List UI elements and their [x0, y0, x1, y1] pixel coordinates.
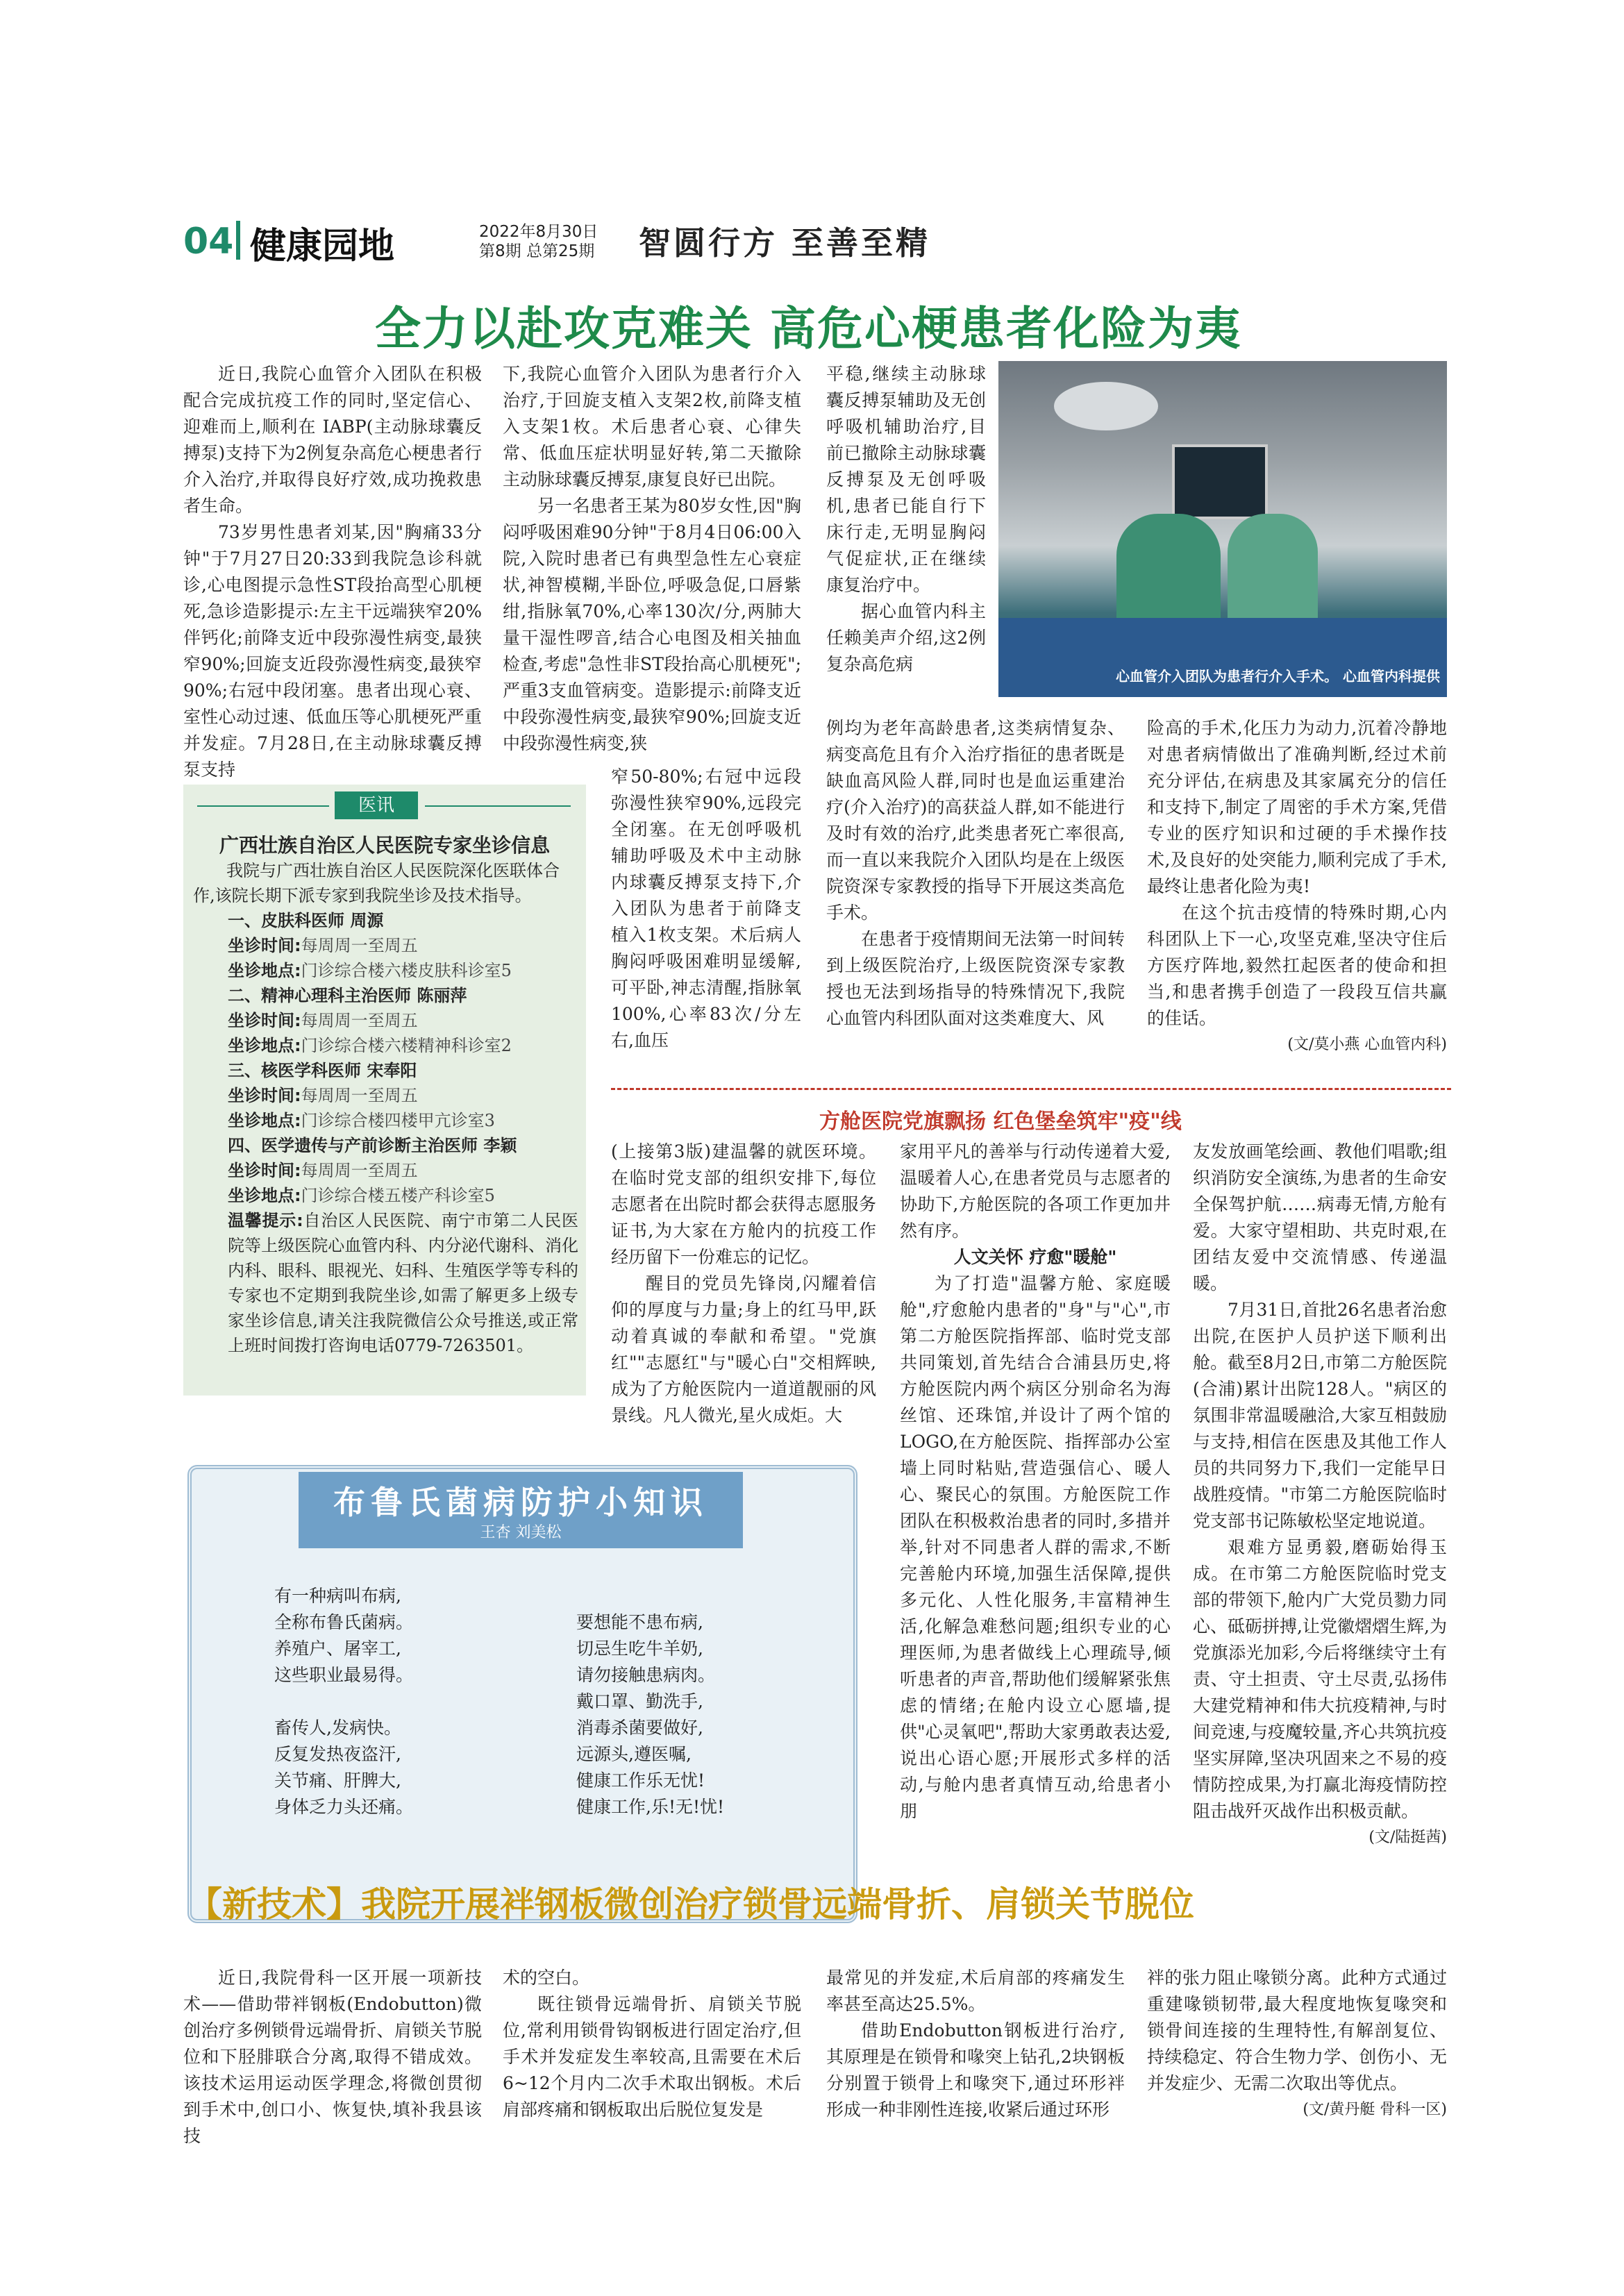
- place-value: 门诊综合楼五楼产科诊室5: [301, 1186, 495, 1205]
- expert-entry: [193, 1133, 578, 1208]
- place-label: 坐诊地点:: [228, 961, 301, 980]
- paragraph: 袢的张力阻止喙锁分离。此种方式通过重建喙锁韧带,最大程度地恢复喙突和锁骨间连接的生理特性,有解剖复位、持续稳定、符合生物力学、创伤小、无并发症少、无需二次取出等优点。: [1147, 1968, 1447, 2093]
- place-value: 门诊综合楼六楼精神科诊室2: [301, 1036, 512, 1055]
- article3-column-1: [183, 1965, 482, 2150]
- issue-number: 第8期 总第25期: [479, 242, 595, 260]
- page-number: 04: [183, 221, 234, 262]
- article2-byline: (文/陆挺茜): [1368, 1829, 1447, 1846]
- poem-right: [576, 1609, 724, 1820]
- divider: [425, 805, 571, 807]
- time-label: 坐诊时间:: [228, 1011, 301, 1030]
- medical-news-title: 广西壮族自治区人民医院专家坐诊信息: [219, 834, 550, 857]
- expert-heading: 三、核医学科医师 宋奉阳: [228, 1061, 417, 1080]
- expert-entry: [193, 908, 578, 983]
- poem-line: 消毒杀菌要做好,: [576, 1718, 703, 1738]
- article3-column-3: [826, 1965, 1125, 2123]
- article3-column-2: [503, 1965, 801, 2123]
- paragraph: 窄50-80%;右冠中远段弥漫性狭窄90%,远段完全闭塞。在无创呼吸机辅助呼吸及术中主动脉内球囊反搏泵支持下,介入团队为患者于前降支植入1枚支架。术后病人胸闷呼吸困难明显缓解,可平卧,神志清醒,指脉氧100%,心率83次/分左右,血压: [611, 766, 801, 1050]
- poem-line: 全称布鲁氏菌病。: [274, 1612, 414, 1632]
- article3-column-4: [1147, 1965, 1447, 2123]
- article1-column-3: [826, 361, 986, 678]
- paragraph: 在患者于疫情期间无法第一时间转到上级医院治疗,上级医院资深专家教授也无法到场指导的特殊情况下,我院心血管内科团队面对这类难度大、风: [826, 929, 1125, 1028]
- brucella-authors: 王杏 刘美松: [480, 1524, 562, 1541]
- article1-byline: (文/莫小燕 心血管内科): [1287, 1036, 1447, 1053]
- header-date-block: [479, 222, 598, 261]
- article2-column-2: [900, 1139, 1171, 1825]
- article1-column-1: [183, 361, 482, 783]
- paragraph: 险高的手术,化压力为动力,沉着冷静地对患者病情做出了准确判断,经过术前充分评估,在病患及其家属充分的信任和支持下,制定了周密的手术方案,凭借专业的医疗知识和过硬的手术操作技术,及良好的处突能力,顺利完成了手术,最终让患者化险为夷!: [1147, 718, 1447, 896]
- poem-line: 远源头,遵医嘱,: [576, 1744, 692, 1764]
- poem-line: 这些职业最易得。: [274, 1665, 414, 1685]
- poem-line: 戴口罩、勤洗手,: [576, 1691, 703, 1711]
- paragraph: 艰难方显勇毅,磨砺始得玉成。在市第二方舱医院临时党支部的带领下,舱内广大党员勠力同心、砥砺拼搏,让党徽熠熠生辉,为党旗添光加彩,今后将继续守土有责、守土担责、守土尽责,弘扬伟大建党精神和伟大抗疫精神,与时间竞速,与疫魔较量,齐心共筑抗疫坚实屏障,坚决巩固来之不易的疫情防控成果,为打赢北海疫情防控阻击战歼灭战作出积极贡献。: [1193, 1537, 1447, 1821]
- monitor-screen: [1172, 444, 1268, 519]
- paragraph: 醒目的党员先锋岗,闪耀着信仰的厚度与力量;身上的红马甲,跃动着真诚的奉献和希望。"党旗红""志愿红"与"暖心白"交相辉映,成为了方舱医院内一道道靓丽的风景线。凡人微光,星火成炬。大: [611, 1273, 876, 1425]
- paragraph: 7月31日,首批26名患者治愈出院,在医护人员护送下顺利出舱。截至8月2日,市第二方舱医院(合浦)累计出院128人。"病区的氛围非常温暖融洽,大家互相鼓励与支持,相信在医患及其他工作人员的共同努力下,我们一定能早日战胜疫情。"市第二方舱医院临时党支部书记陈敏松坚定地说道。: [1193, 1300, 1447, 1531]
- paragraph: 术的空白。: [503, 1968, 590, 1988]
- paragraph: (上接第3版)建温馨的就医环境。在临时党支部的组织安排下,每位志愿者在出院时都会获得志愿服务证书,为大家在方舱内的抗疫工作经历留下一份难忘的记忆。: [611, 1141, 876, 1267]
- paragraph: 另一名患者王某为80岁女性,因"胸闷呼吸困难90分钟"于8月4日06:00入院,入院时患者已有典型急性左心衰症状,神智模糊,半卧位,呼吸急促,口唇紫绀,指脉氧70%,心率130次/分,两肺大量干湿性啰音,结合心电图及相关抽血检查,考虑"急性非ST段抬高心肌梗死";严重3支血管病变。造影提示:前降支近中段弥漫性病变,最狭窄90%;回旋支近中段弥漫性病变,狭: [503, 496, 801, 753]
- brucella-title: 布鲁氏菌病防护小知识: [333, 1484, 708, 1521]
- article2-title: 方舱医院党旗飘扬 红色堡垒筑牢"疫"线: [819, 1109, 1182, 1134]
- medical-news-tag: 医讯: [335, 791, 418, 819]
- time-value: 每周周一至周五: [301, 1011, 418, 1030]
- poem-line: 身体乏力头还痛。: [274, 1797, 414, 1817]
- paragraph: 家用平凡的善举与行动传递着大爱,温暖着人心,在患者党员与志愿者的协助下,方舱医院的各项工作更加井然有序。: [900, 1141, 1171, 1241]
- paragraph: 例均为老年高龄患者,这类病情复杂、病变高危且有介入治疗指征的患者既是缺血高风险人群,同时也是血运重建治疗(介入治疗)的高获益人群,如不能进行及时有效的治疗,此类患者死亡率很高,而一直以来我院介入团队均是在上级医院资深专家教授的指导下开展这类高危手术。: [826, 718, 1125, 923]
- poem-line: 反复发热夜盗汗,: [274, 1744, 401, 1764]
- paragraph: 近日,我院骨科一区开展一项新技术——借助带袢钢板(Endobutton)微创治疗多例锁骨远端骨折、肩锁关节脱位和下胫腓联合分离,取得不错成效。该技术运用运动医学理念,将微创贯彻到手术中,创口小、恢复快,填补我县该技: [183, 1968, 482, 2146]
- poem-line: 关节痛、肝脾大,: [274, 1770, 401, 1791]
- place-value: 门诊综合楼四楼甲亢诊室3: [301, 1111, 495, 1130]
- poem-line: 健康工作乐无忧!: [576, 1770, 705, 1791]
- divider: [197, 805, 329, 807]
- expert-heading: 四、医学遗传与产前诊断主治医师 李颖: [228, 1136, 517, 1155]
- article1-column-4: [826, 715, 1125, 1032]
- time-label: 坐诊时间:: [228, 936, 301, 955]
- place-label: 坐诊地点:: [228, 1111, 301, 1130]
- hospital-slogan: 智圆行方 至善至精: [639, 224, 931, 262]
- article1-column-2b: [611, 764, 801, 1054]
- paragraph: 在这个抗击疫情的特殊时期,心内科团队上下一心,攻坚克难,坚决守住后方医疗阵地,毅然扛起医者的使命和担当,和患者携手创造了一段段互信共赢的佳话。: [1147, 903, 1447, 1028]
- article2-column-1: [611, 1139, 876, 1429]
- paragraph: 友发放画笔绘画、教他们唱歌;组织消防安全演练,为患者的生命安全保驾护航……病毒无情,方舱有爱。大家守望相助、共克时艰,在团结友爱中交流情感、传递温暖。: [1193, 1141, 1447, 1293]
- poem-line: 请勿接触患病肉。: [576, 1665, 716, 1685]
- time-value: 每周周一至周五: [301, 1086, 418, 1105]
- place-label: 坐诊地点:: [228, 1036, 301, 1055]
- paragraph: 最常见的并发症,术后肩部的疼痛发生率甚至高达25.5%。: [826, 1968, 1125, 2014]
- tip-text: 自治区人民医院、南宁市第二人民医院等上级医院心血管内科、内分泌代谢科、消化内科、眼科、眼视光、妇科、生殖医学等专科的专家也不定期到我院坐诊,如需了解更多上级专家坐诊信息,请关注我院微信公众号推送,或正常上班时间拨打咨询电话0779-7263501。: [228, 1211, 578, 1355]
- article2-subhead: 人文关怀 疗愈"暖舱": [953, 1247, 1117, 1267]
- tip-label: 温馨提示:: [228, 1211, 303, 1230]
- paragraph: 平稳,继续主动脉球囊反搏泵辅助及无创呼吸机辅助治疗,目前已撤除主动脉球囊反搏泵及无创呼吸机,患者已能自行下床行走,无明显胸闷气促症状,正在继续康复治疗中。: [826, 364, 986, 595]
- article1-title: 全力以赴攻克难关 高危心梗患者化险为夷: [375, 302, 1242, 355]
- paragraph: 近日,我院心血管介入团队在积极配合完成抗疫工作的同时,坚定信心、迎难而上,顺利在 IABP(主动脉球囊反搏泵)支持下为2例复杂高危心梗患者行介入治疗,并取得良好疗效,成功挽救患者生命。: [183, 364, 482, 516]
- article1-column-5: [1147, 715, 1447, 1058]
- section-title: 健康园地: [250, 226, 395, 267]
- expert-entry: [193, 983, 578, 1058]
- header-divider: [236, 221, 240, 260]
- article2-column-3: [1193, 1139, 1447, 1851]
- expert-entry: [193, 1058, 578, 1133]
- time-value: 每周周一至周五: [301, 936, 418, 955]
- photo-caption: 心血管介入团队为患者行介入手术。 心血管内科提供: [1116, 668, 1440, 685]
- poem-line: [274, 1689, 413, 1715]
- expert-heading: 二、精神心理科主治医师 陈丽萍: [228, 986, 467, 1005]
- time-value: 每周周一至周五: [301, 1161, 418, 1180]
- poem-line: 有一种病叫布病,: [274, 1586, 401, 1606]
- poem-left: [274, 1583, 413, 1820]
- poem-line: 畜传人,发病快。: [274, 1718, 401, 1738]
- expert-heading: 一、皮肤科医师 周源: [228, 911, 384, 930]
- poem-line: 要想能不患布病,: [576, 1612, 703, 1632]
- medical-news-intro: 我院与广西壮族自治区人民医院深化医联体合作,该院长期下派专家到我院坐诊及技术指导。: [193, 861, 560, 905]
- paragraph: 据心血管内科主任赖美声介绍,这2例复杂高危病: [826, 601, 986, 674]
- surgery-photo: [998, 361, 1447, 697]
- time-label: 坐诊时间:: [228, 1161, 301, 1180]
- paragraph: 借助Endobutton钢板进行治疗,其原理是在锁骨和喙突上钻孔,2块钢板分别置于锁骨上和喙突下,通过环形袢形成一种非刚性连接,收紧后通过环形: [826, 2020, 1125, 2120]
- poem-line: 养殖户、屠宰工,: [274, 1639, 401, 1659]
- issue-date: 2022年8月30日: [479, 223, 598, 241]
- place-label: 坐诊地点:: [228, 1186, 301, 1205]
- article3-byline: (文/黄丹艇 骨科一区): [1303, 2101, 1447, 2118]
- paragraph: 下,我院心血管介入团队为患者行介入治疗,于回旋支植入支架2枚,前降支植入支架1枚。术后患者心衰、心律失常、低血压症状明显好转,第二天撤除主动脉球囊反搏泵,康复良好已出院。: [503, 364, 801, 489]
- medical-news-body: [193, 858, 578, 1358]
- poem-line: 切忌生吃牛羊奶,: [576, 1639, 703, 1659]
- time-label: 坐诊时间:: [228, 1086, 301, 1105]
- surgical-lamp: [1054, 382, 1158, 430]
- poem-line: 健康工作,乐!无!忧!: [576, 1797, 725, 1817]
- place-value: 门诊综合楼六楼皮肤科诊室5: [301, 961, 512, 980]
- paragraph: 既往锁骨远端骨折、肩锁关节脱位,常利用锁骨钩钢板进行固定治疗,但手术并发症发生率较高,且需要在术后6~12个月内二次手术取出钢板。术后肩部疼痛和钢板取出后脱位复发是: [503, 1994, 801, 2120]
- article1-column-2: [503, 361, 801, 757]
- article3-title: 【新技术】我院开展袢钢板微创治疗锁骨远端骨折、肩锁关节脱位: [187, 1884, 1194, 1925]
- paragraph: 为了打造"温馨方舱、家庭暖舱",疗愈舱内患者的"身"与"心",市第二方舱医院指挥部、临时党支部共同策划,首先结合合浦县历史,将方舱医院内两个病区分别命名为海丝馆、还珠馆,并设计了两个馆的LOGO,在方舱医院、指挥部办公室墙上同时粘贴,营造强信心、暖人心、聚民心的氛围。方舱医院工作团队在积极救治患者的同时,多措并举,针对不同患者人群的需求,不断完善舱内环境,加强生活保障,提供多元化、人性化服务,丰富精神生活,化解急难愁问题;组织专业的心理医师,为患者做线上心理疏导,倾听患者的声音,帮助他们缓解紧张焦虑的情绪;在舱内设立心愿墙,提供"心灵氧吧",帮助大家勇敢表达爱,说出心语心愿;开展形式多样的活动,与舱内患者真情互动,给患者小朋: [900, 1273, 1171, 1821]
- paragraph: 73岁男性患者刘某,因"胸痛33分钟"于7月27日20:33到我院急诊科就诊,心电图提示急性ST段抬高型心肌梗死,急诊造影提示:左主干远端狭窄20%伴钙化;前降支近中段弥漫性病变,最狭窄90%;回旋支近段弥漫性病变,最狭窄90%;右冠中段闭塞。患者出现心衰、室性心动过速、低血压等心肌梗死严重并发症。7月28日,在主动脉球囊反搏泵支持: [183, 522, 482, 780]
- section-divider: [611, 1088, 1451, 1090]
